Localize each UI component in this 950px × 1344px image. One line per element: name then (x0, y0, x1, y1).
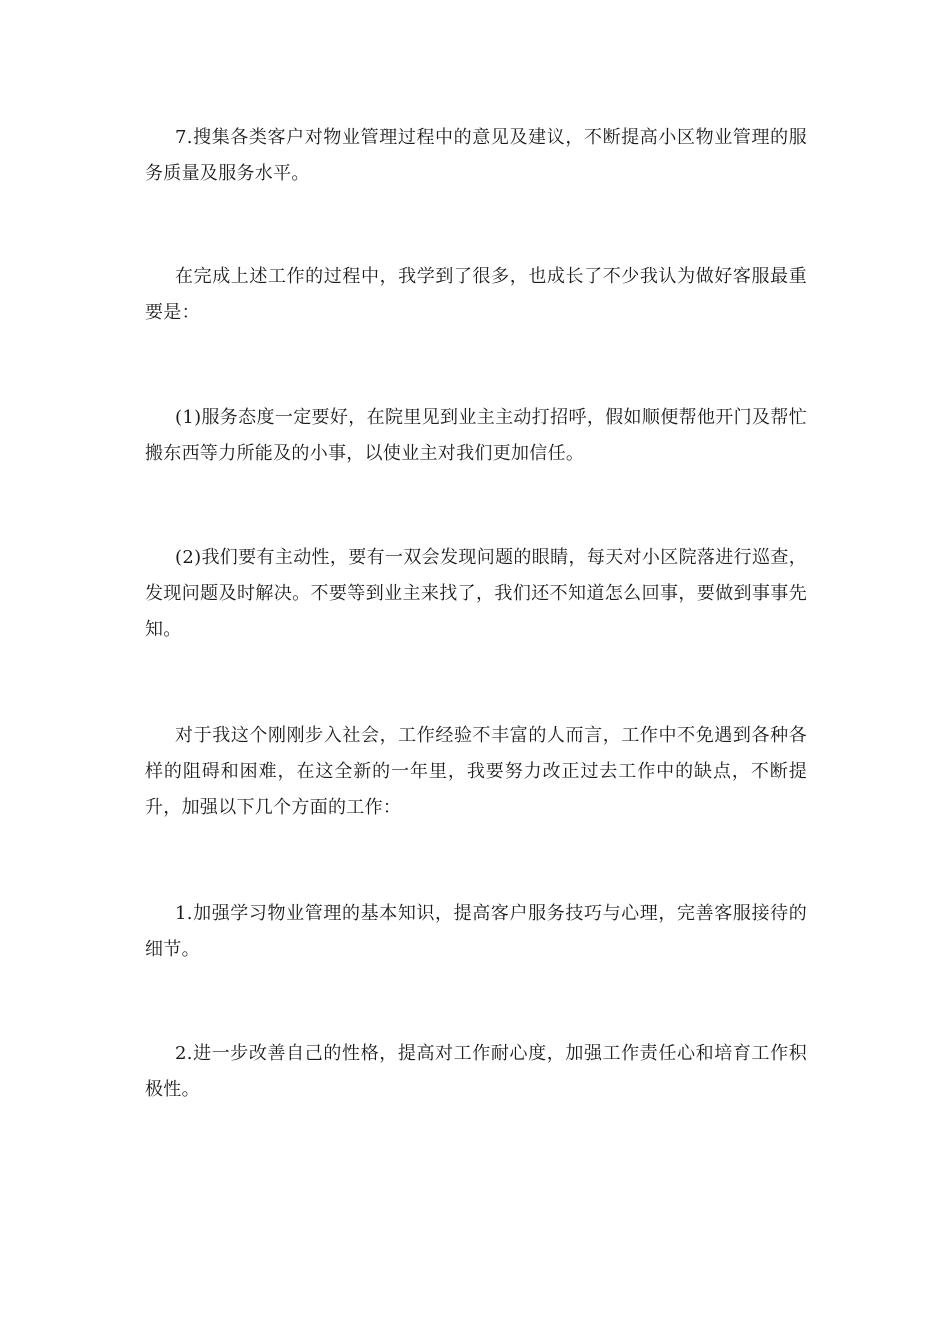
paragraph-summary-intro: 在完成上述工作的过程中，我学到了很多，也成长了不少我认为做好客服最重要是： (145, 266, 807, 323)
paragraph-plan-intro: 对于我这个刚刚步入社会，工作经验不丰富的人而言，工作中不免遇到各种各样的阻碍和困难，在这全新的一年里，我要努力改正过去工作中的缺点，不断提升，加强以下几个方面的工作： (145, 725, 807, 818)
paragraph-point-2: (2)我们要有主动性，要有一双会发现问题的眼睛，每天对小区院落进行巡查，发现问题及时解决。不要等到业主来找了，我们还不知道怎么回事，要做到事事先知。 (145, 547, 807, 640)
paragraph-plan-1: 1.加强学习物业管理的基本知识，提高客户服务技巧与心理，完善客服接待的细节。 (145, 903, 807, 960)
paragraph-item-7: 7.搜集各类客户对物业管理过程中的意见及建议，不断提高小区物业管理的服务质量及服务水平。 (145, 127, 807, 184)
paragraph-plan-2: 2.进一步改善自己的性格，提高对工作耐心度，加强工作责任心和培育工作积极性。 (145, 1043, 807, 1100)
paragraph-point-1: (1)服务态度一定要好，在院里见到业主主动打招呼，假如顺便帮他开门及帮忙搬东西等力所能及的小事，以使业主对我们更加信任。 (145, 407, 807, 464)
